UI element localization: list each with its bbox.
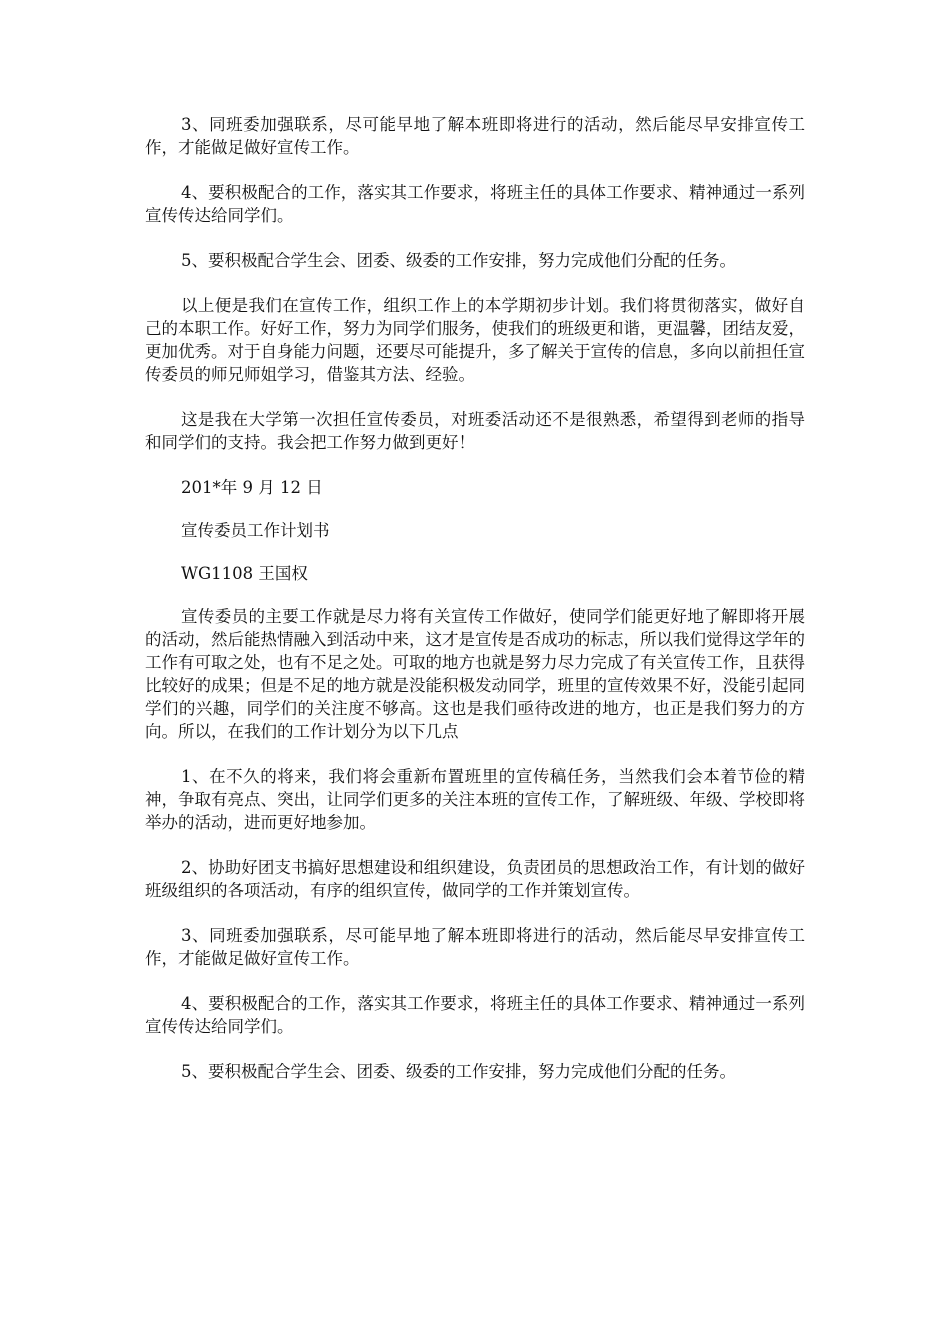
paragraph-item-2: 2、协助好团支书搞好思想建设和组织建设，负责团员的思想政治工作，有计划的做好班级组织的各项活动，有序的组织宣传，做同学的工作并策划宣传。	[145, 858, 805, 900]
paragraph-closing: 这是我在大学第一次担任宣传委员，对班委活动还不是很熟悉，希望得到老师的指导和同学们的支持。我会把工作努力做到更好！	[145, 410, 805, 452]
paragraph-item-1: 1、在不久的将来，我们将会重新布置班里的宣传稿任务，当然我们会本着节俭的精神，争取有亮点、突出，让同学们更多的关注本班的宣传工作，了解班级、年级、学校即将举办的活动，进而更好地参加。	[145, 767, 805, 832]
document-body	[145, 113, 805, 1105]
paragraph-item-4b: 4、要积极配合的工作，落实其工作要求，将班主任的具体工作要求、精神通过一系列宣传传达给同学们。	[145, 994, 805, 1036]
paragraph-item-5b: 5、要积极配合学生会、团委、级委的工作安排，努力完成他们分配的任务。	[181, 1062, 736, 1081]
document-author: WG1108 王国权	[181, 564, 308, 583]
paragraph-item-5: 5、要积极配合学生会、团委、级委的工作安排，努力完成他们分配的任务。	[181, 251, 736, 270]
paragraph-item-3: 3、同班委加强联系，尽可能早地了解本班即将进行的活动，然后能尽早安排宣传工作，才能做足做好宣传工作。	[145, 115, 805, 157]
document-title: 宣传委员工作计划书	[181, 521, 330, 540]
paragraph-intro: 宣传委员的主要工作就是尽力将有关宣传工作做好，使同学们能更好地了解即将开展的活动，然后能热情融入到活动中来，这才是宣传是否成功的标志，所以我们觉得这学年的工作有可取之处，也有不足之处。可取的地方也就是努力尽力完成了有关宣传工作，且获得比较好的成果；但是不足的地方就是没能积极发动同学，班里的宣传效果不好，没能引起同学们的兴趣，同学们的关注度不够高。这也是我们亟待改进的地方，也正是我们努力的方向。所以，在我们的工作计划分为以下几点	[145, 607, 805, 741]
paragraph-item-4: 4、要积极配合的工作，落实其工作要求，将班主任的具体工作要求、精神通过一系列宣传传达给同学们。	[145, 183, 805, 225]
document-date: 201*年 9 月 12 日	[181, 478, 323, 497]
paragraph-summary: 以上便是我们在宣传工作，组织工作上的本学期初步计划。我们将贯彻落实，做好自己的本职工作。好好工作，努力为同学们服务，使我们的班级更和谐，更温馨，团结友爱，更加优秀。对于自身能力问题，还要尽可能提升，多了解关于宣传的信息，多向以前担任宣传委员的师兄师姐学习，借鉴其方法、经验。	[145, 296, 805, 384]
paragraph-item-3b: 3、同班委加强联系，尽可能早地了解本班即将进行的活动，然后能尽早安排宣传工作，才能做足做好宣传工作。	[145, 926, 805, 968]
